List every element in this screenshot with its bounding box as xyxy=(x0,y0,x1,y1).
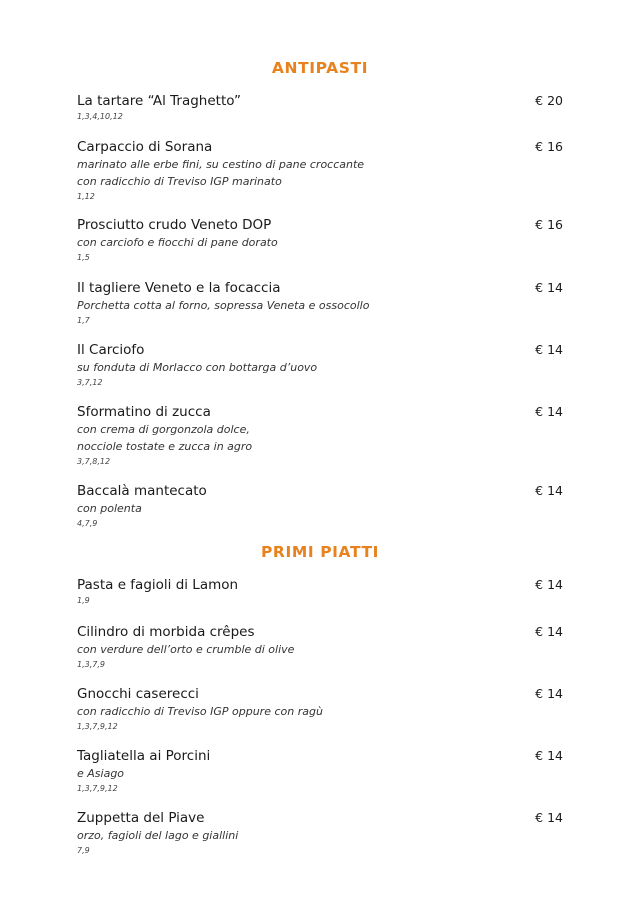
item-allergens: 1,3,4,10,12 xyxy=(77,112,123,121)
item-price: € 14 xyxy=(535,810,563,825)
item-name: Gnocchi caserecci xyxy=(77,686,199,702)
section-primi-piatti xyxy=(0,542,640,855)
item-name: Il Carciofo xyxy=(77,342,145,358)
item-name: Zuppetta del Piave xyxy=(77,810,205,826)
item-description: orzo, fagioli del lago e giallini xyxy=(77,829,239,842)
menu-item xyxy=(77,92,563,124)
item-price: € 14 xyxy=(535,624,563,639)
item-name: La tartare “Al Traghetto” xyxy=(77,93,242,109)
item-name: Cilindro di morbida crêpes xyxy=(77,624,255,640)
item-description: marinato alle erbe fini, su cestino di pane croccante xyxy=(77,158,365,171)
item-name: Pasta e fagioli di Lamon xyxy=(77,577,239,593)
item-description: con radicchio di Treviso IGP marinato xyxy=(77,175,282,188)
item-name: Baccalà mantecato xyxy=(77,483,207,499)
menu-item xyxy=(77,623,563,672)
item-allergens: 1,5 xyxy=(77,253,90,262)
item-name: Il tagliere Veneto e la focaccia xyxy=(77,280,281,296)
menu-item xyxy=(77,576,563,608)
item-description: con polenta xyxy=(77,502,142,515)
item-description: con radicchio di Treviso IGP oppure con ragù xyxy=(77,705,323,718)
item-description: con carciofo e fiocchi di pane dorato xyxy=(77,236,278,249)
item-price: € 14 xyxy=(535,748,563,763)
menu-item xyxy=(77,482,563,531)
item-description: Porchetta cotta al forno, sopressa Veneta e ossocollo xyxy=(77,299,370,312)
item-price: € 16 xyxy=(535,217,563,232)
item-price: € 14 xyxy=(535,686,563,701)
item-allergens: 1,3,7,9,12 xyxy=(77,722,118,731)
item-price: € 20 xyxy=(535,93,563,108)
item-name: Sformatino di zucca xyxy=(77,404,211,420)
item-allergens: 1,9 xyxy=(77,596,90,605)
item-allergens: 4,7,9 xyxy=(77,519,98,528)
menu-item xyxy=(77,809,563,858)
item-price: € 14 xyxy=(535,577,563,592)
menu-item xyxy=(77,747,563,796)
item-description: con verdure dell’orto e crumble di olive xyxy=(77,643,295,656)
menu-item xyxy=(77,403,563,469)
section-title: PRIMI PIATTI xyxy=(260,543,380,561)
menu-item xyxy=(77,279,563,328)
item-allergens: 1,3,7,9,12 xyxy=(77,784,118,793)
item-price: € 14 xyxy=(535,404,563,419)
item-name: Tagliatella ai Porcini xyxy=(77,748,211,764)
item-price: € 14 xyxy=(535,342,563,357)
item-allergens: 1,7 xyxy=(77,316,90,325)
section-title: ANTIPASTI xyxy=(271,59,369,77)
item-description: con crema di gorgonzola dolce, xyxy=(77,423,250,436)
menu-item xyxy=(77,216,563,265)
item-allergens: 3,7,8,12 xyxy=(77,457,111,466)
item-name: Prosciutto crudo Veneto DOP xyxy=(77,217,272,233)
item-description: su fonduta di Morlacco con bottarga d’uovo xyxy=(77,361,318,374)
menu-item xyxy=(77,685,563,734)
item-name: Carpaccio di Sorana xyxy=(77,139,213,155)
item-allergens: 1,3,7,9 xyxy=(77,660,105,669)
item-allergens: 7,9 xyxy=(77,846,90,855)
item-price: € 14 xyxy=(535,280,563,295)
menu-item xyxy=(77,341,563,390)
item-allergens: 3,7,12 xyxy=(77,378,103,387)
item-description: nocciole tostate e zucca in agro xyxy=(77,440,253,453)
section-antipasti xyxy=(0,58,640,528)
item-description: e Asiago xyxy=(77,767,125,780)
menu-item xyxy=(77,138,563,204)
item-price: € 16 xyxy=(535,139,563,154)
item-price: € 14 xyxy=(535,483,563,498)
item-allergens: 1,12 xyxy=(77,192,95,201)
